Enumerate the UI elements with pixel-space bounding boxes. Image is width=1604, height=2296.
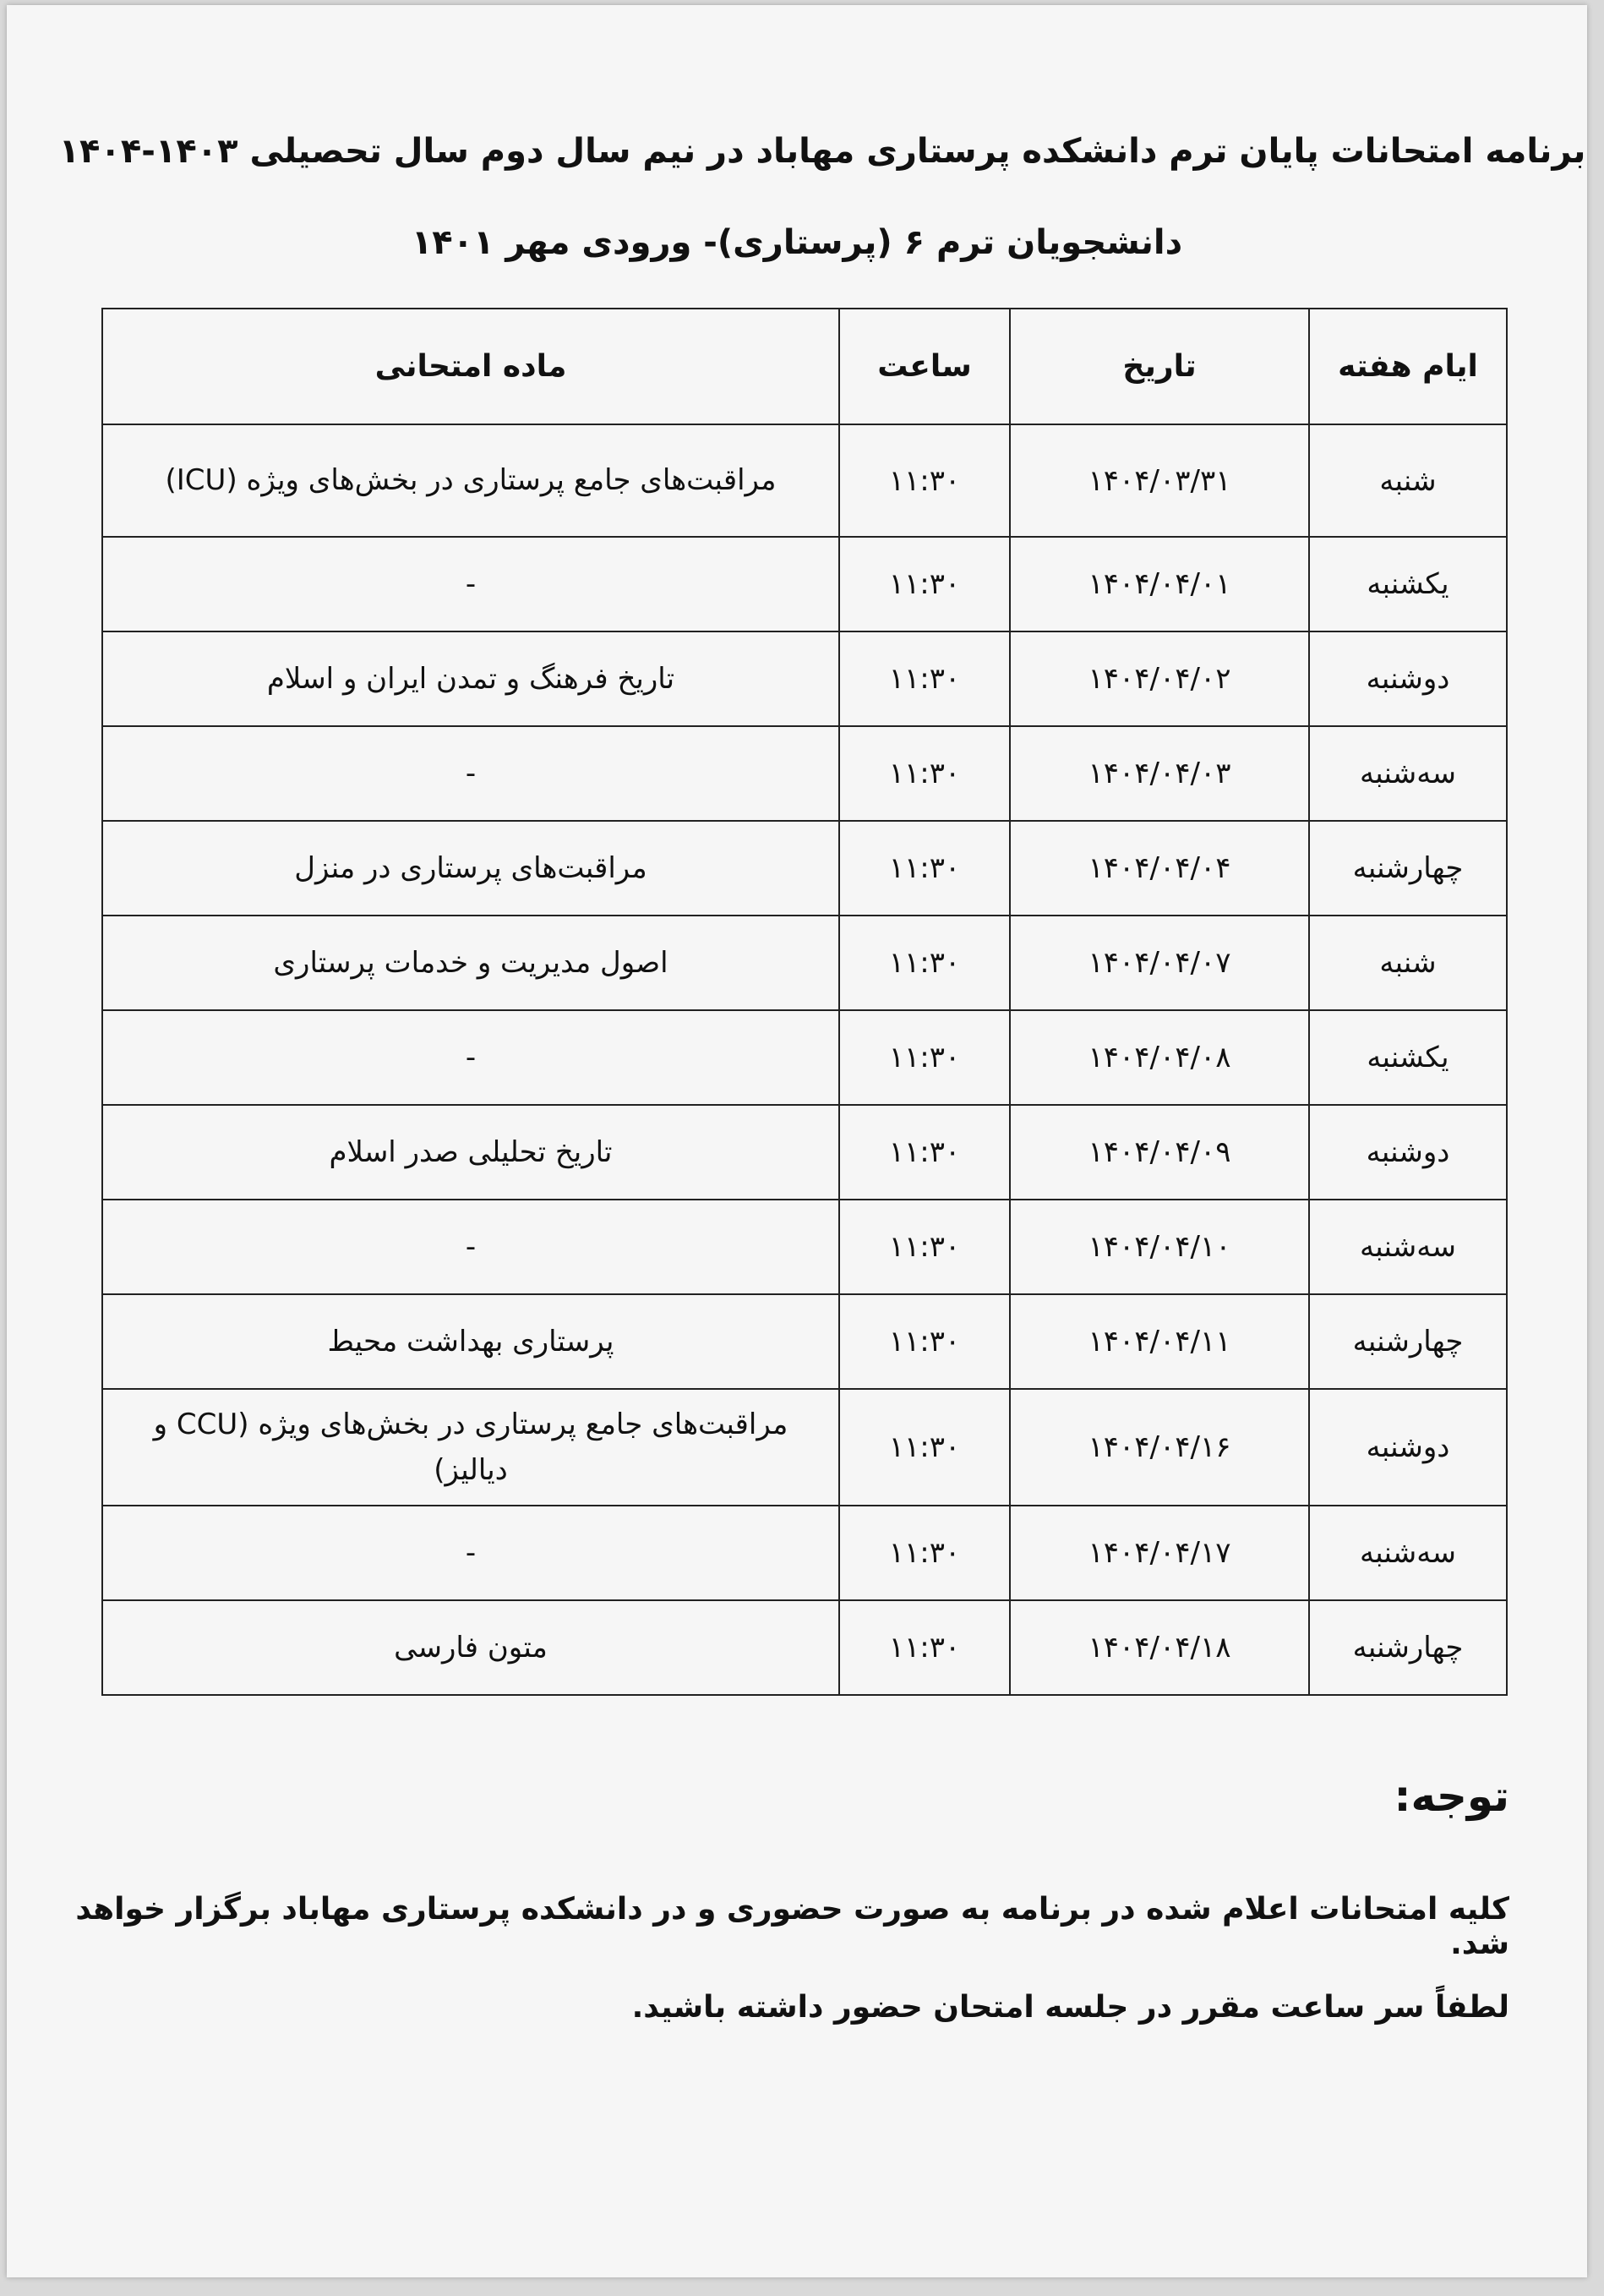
cell-day: شنبه	[1309, 916, 1507, 1010]
cell-date: ۱۴۰۴/۰۳/۳۱	[1010, 424, 1309, 537]
cell-time: ۱۱:۳۰	[839, 1389, 1010, 1506]
cell-time: ۱۱:۳۰	[839, 1506, 1010, 1600]
cell-date: ۱۴۰۴/۰۴/۰۳	[1010, 726, 1309, 821]
table-row	[102, 916, 1507, 1010]
cell-time: ۱۱:۳۰	[839, 537, 1010, 631]
cell-date: ۱۴۰۴/۰۴/۰۷	[1010, 916, 1309, 1010]
document-subtitle: دانشجویان ترم ۶ (پرستاری)- ورودی مهر ۱۴۰۱	[411, 223, 1183, 262]
document-title: برنامه امتحانات پایان ترم دانشکده پرستاری مهاباد در نیم سال دوم سال تحصیلی ۱۴۰۳-۱۴۰۴	[58, 132, 1586, 171]
table-row	[102, 726, 1507, 821]
table-row	[102, 1389, 1507, 1506]
cell-day: چهارشنبه	[1309, 1294, 1507, 1389]
cell-date: ۱۴۰۴/۰۴/۱۰	[1010, 1200, 1309, 1294]
cell-date: ۱۴۰۴/۰۴/۱۷	[1010, 1506, 1309, 1600]
cell-subject: تاریخ فرهنگ و تمدن ایران و اسلام	[102, 631, 839, 726]
cell-subject: مراقبت‌های پرستاری در منزل	[102, 821, 839, 916]
table-row	[102, 631, 1507, 726]
cell-day: سه‌شنبه	[1309, 1506, 1507, 1600]
cell-date: ۱۴۰۴/۰۴/۱۸	[1010, 1600, 1309, 1695]
cell-subject: -	[102, 1200, 839, 1294]
cell-day: دوشنبه	[1309, 1105, 1507, 1200]
document-page	[7, 5, 1587, 2277]
cell-time: ۱۱:۳۰	[839, 1600, 1010, 1695]
cell-time: ۱۱:۳۰	[839, 1200, 1010, 1294]
cell-time: ۱۱:۳۰	[839, 726, 1010, 821]
cell-subject: متون فارسی	[102, 1600, 839, 1695]
table-row	[102, 537, 1507, 631]
cell-subject: تاریخ تحلیلی صدر اسلام	[102, 1105, 839, 1200]
cell-date: ۱۴۰۴/۰۴/۰۸	[1010, 1010, 1309, 1105]
cell-subject: -	[102, 726, 839, 821]
table-row	[102, 1010, 1507, 1105]
table-row	[102, 424, 1507, 537]
cell-time: ۱۱:۳۰	[839, 424, 1010, 537]
header-date: تاریخ	[1010, 309, 1309, 424]
table-row	[102, 1600, 1507, 1695]
cell-date: ۱۴۰۴/۰۴/۰۹	[1010, 1105, 1309, 1200]
note-heading: توجه:	[1394, 1772, 1509, 1821]
cell-day: یکشنبه	[1309, 537, 1507, 631]
cell-subject: مراقبت‌های جامع پرستاری در بخش‌های ویژه (CCU و دیالیز)	[102, 1389, 839, 1506]
cell-day: چهارشنبه	[1309, 1600, 1507, 1695]
cell-date: ۱۴۰۴/۰۴/۰۴	[1010, 821, 1309, 916]
cell-subject: -	[102, 1010, 839, 1105]
cell-date: ۱۴۰۴/۰۴/۱۶	[1010, 1389, 1309, 1506]
table-header-row	[102, 309, 1507, 424]
header-day: ایام هفته	[1309, 309, 1507, 424]
table-row	[102, 1105, 1507, 1200]
cell-subject: مراقبت‌های جامع پرستاری در بخش‌های ویژه (ICU)	[102, 424, 839, 537]
cell-time: ۱۱:۳۰	[839, 1105, 1010, 1200]
cell-time: ۱۱:۳۰	[839, 821, 1010, 916]
cell-day: شنبه	[1309, 424, 1507, 537]
cell-subject: پرستاری بهداشت محیط	[102, 1294, 839, 1389]
cell-day: دوشنبه	[1309, 1389, 1507, 1506]
header-time: ساعت	[839, 309, 1010, 424]
cell-time: ۱۱:۳۰	[839, 1010, 1010, 1105]
cell-subject: -	[102, 537, 839, 631]
cell-time: ۱۱:۳۰	[839, 916, 1010, 1010]
cell-date: ۱۴۰۴/۰۴/۱۱	[1010, 1294, 1309, 1389]
note-line-2: لطفاً سر ساعت مقرر در جلسه امتحان حضور داشته باشید.	[631, 1990, 1509, 2025]
cell-day: یکشنبه	[1309, 1010, 1507, 1105]
cell-day: سه‌شنبه	[1309, 1200, 1507, 1294]
cell-day: دوشنبه	[1309, 631, 1507, 726]
table-row	[102, 1506, 1507, 1600]
table-row	[102, 1294, 1507, 1389]
cell-date: ۱۴۰۴/۰۴/۰۲	[1010, 631, 1309, 726]
cell-subject: -	[102, 1506, 839, 1600]
cell-time: ۱۱:۳۰	[839, 631, 1010, 726]
note-line-1: کلیه امتحانات اعلام شده در برنامه به صورت حضوری و در دانشکده پرستاری مهاباد برگزار خواهد شد.	[75, 1892, 1509, 1961]
table-row	[102, 1200, 1507, 1294]
cell-day: سه‌شنبه	[1309, 726, 1507, 821]
exam-schedule-table	[101, 308, 1508, 1696]
cell-subject: اصول مدیریت و خدمات پرستاری	[102, 916, 839, 1010]
cell-time: ۱۱:۳۰	[839, 1294, 1010, 1389]
table-row	[102, 821, 1507, 916]
header-subject: ماده امتحانی	[102, 309, 839, 424]
cell-date: ۱۴۰۴/۰۴/۰۱	[1010, 537, 1309, 631]
cell-day: چهارشنبه	[1309, 821, 1507, 916]
